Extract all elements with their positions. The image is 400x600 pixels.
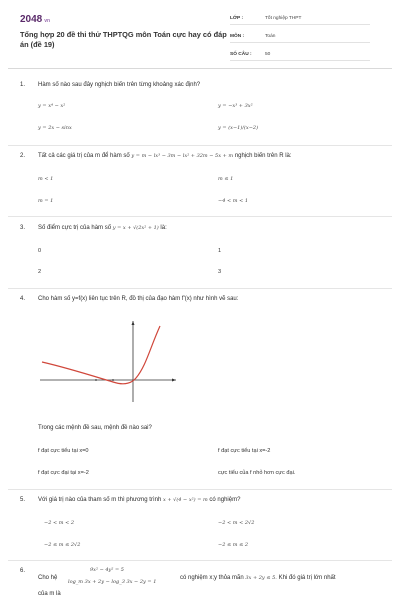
answer-option[interactable]: y = −x³ + 3x² — [218, 103, 253, 109]
question-text: Hàm số nào sau đây nghịch biến trên từng khoảng xác định? — [38, 82, 201, 88]
document-header — [8, 0, 392, 69]
answer-option[interactable]: y = x⁴ − x² — [38, 103, 66, 109]
answer-option[interactable]: 3 — [218, 269, 222, 275]
question-text: Cho hàm số y=f(x) liên tục trên R, đồ thị của đạo hàm f'(x) như hình vẽ sau: — [38, 296, 239, 302]
question-number: 6. — [20, 568, 26, 574]
question-formula: x + √(4 − x²) = m — [162, 497, 208, 503]
meta-key: SỐ CÂU : — [230, 51, 252, 57]
answer-option[interactable]: y = 2x − sinx — [38, 125, 72, 131]
divider — [8, 288, 392, 289]
question-text-part: Khi đó giá trị lớn nhất — [278, 575, 336, 581]
answer-option[interactable]: 1 — [218, 248, 222, 254]
question-text-part: Tất cả các giá trị của m để hàm số — [38, 153, 130, 159]
meta-row-count — [230, 48, 370, 61]
answer-option[interactable]: −4 < m < 1 — [218, 198, 249, 204]
meta-row-class — [230, 12, 370, 25]
answer-option[interactable]: m = 1 — [38, 198, 54, 204]
question-text-part: có nghiệm x;y thỏa mãn — [180, 575, 244, 581]
answer-option[interactable]: cực tiểu của f nhỏ hơn cực đại. — [218, 470, 296, 476]
divider — [8, 145, 392, 146]
derivative-curve — [42, 326, 160, 384]
question-number: 1. — [20, 82, 26, 88]
answer-option[interactable]: f đạt cực đại tại x=-2 — [38, 470, 89, 476]
meta-key: MÔN : — [230, 33, 245, 39]
system-equation-top: 9x² − 4y² = 5 — [90, 567, 124, 573]
divider — [8, 489, 392, 490]
logo-suffix: vn — [44, 18, 51, 24]
question-number: 3. — [20, 225, 26, 231]
question-formula: y = m − lx³ − 3m − lx² + 32m − 5x + m — [131, 153, 234, 159]
document-title: Tổng hợp 20 đề thi thử THPTQG môn Toán cực hay có đáp án (đề 19) — [20, 30, 227, 49]
derivative-graph — [38, 318, 178, 403]
answer-option[interactable]: 2 — [38, 269, 42, 275]
question-number: 2. — [20, 153, 26, 159]
x-axis-arrow-icon — [172, 379, 176, 382]
answer-option[interactable]: m < 1 — [38, 176, 54, 182]
meta-value: 50 — [265, 51, 271, 57]
question-text — [180, 575, 390, 581]
site-logo[interactable] — [20, 14, 50, 25]
answer-option[interactable]: −2 ≤ m ≤ 2 — [218, 542, 249, 548]
meta-row-subject — [230, 30, 370, 43]
question-subtext: Trong các mệnh đề sau, mệnh đề nào sai? — [38, 425, 152, 431]
answer-option[interactable]: −2 ≤ m ≤ 2√2 — [44, 542, 81, 548]
page — [8, 0, 392, 600]
answer-option[interactable]: −2 < m < 2 — [44, 520, 75, 526]
answer-option[interactable]: f đạt cực tiểu tại x=0 — [38, 448, 89, 454]
question-text-part: có nghiệm? — [209, 497, 241, 503]
system-equation-bottom: log_m 3x + 2y − log_3 3x − 2y = 1 — [68, 579, 157, 585]
question-text-part: là: — [160, 225, 167, 231]
question-text — [38, 225, 167, 231]
question-text-part: Cho hệ — [38, 575, 58, 581]
question-formula: 3x + 2y ≤ 5. — [245, 575, 277, 581]
question-number: 4. — [20, 296, 26, 302]
question-text — [38, 497, 240, 503]
answer-option[interactable]: 0 — [38, 248, 42, 254]
answer-option[interactable]: f đạt cực tiểu tại x=-2 — [218, 448, 271, 454]
question-text-part: nghịch biến trên R là: — [234, 153, 292, 159]
question-text-part: Số điểm cực trị của hàm số — [38, 225, 112, 231]
meta-value: Tốt nghiệp THPT — [265, 15, 302, 21]
question-formula: y = x + √(2x² + 1) — [112, 225, 159, 231]
meta-key: LỚP : — [230, 15, 244, 21]
logo-text: 2048 — [20, 14, 43, 25]
axis-point — [112, 379, 114, 381]
divider — [8, 216, 392, 217]
divider — [8, 560, 392, 561]
meta-value: Toán — [265, 33, 276, 39]
answer-option[interactable]: m ≤ 1 — [218, 176, 234, 182]
question-text-part: Với giá trị nào của tham số m thì phương trình — [38, 497, 162, 503]
axis-point — [95, 379, 97, 381]
answer-option[interactable]: −2 < m < 2√2 — [218, 520, 255, 526]
question-text — [38, 153, 388, 159]
question-text-part: của m là — [38, 591, 61, 597]
meta-panel — [230, 12, 370, 66]
question-number: 5. — [20, 497, 26, 503]
answer-option[interactable]: y = (x−1)/(x−2) — [218, 125, 259, 131]
y-axis-arrow-icon — [132, 321, 135, 325]
